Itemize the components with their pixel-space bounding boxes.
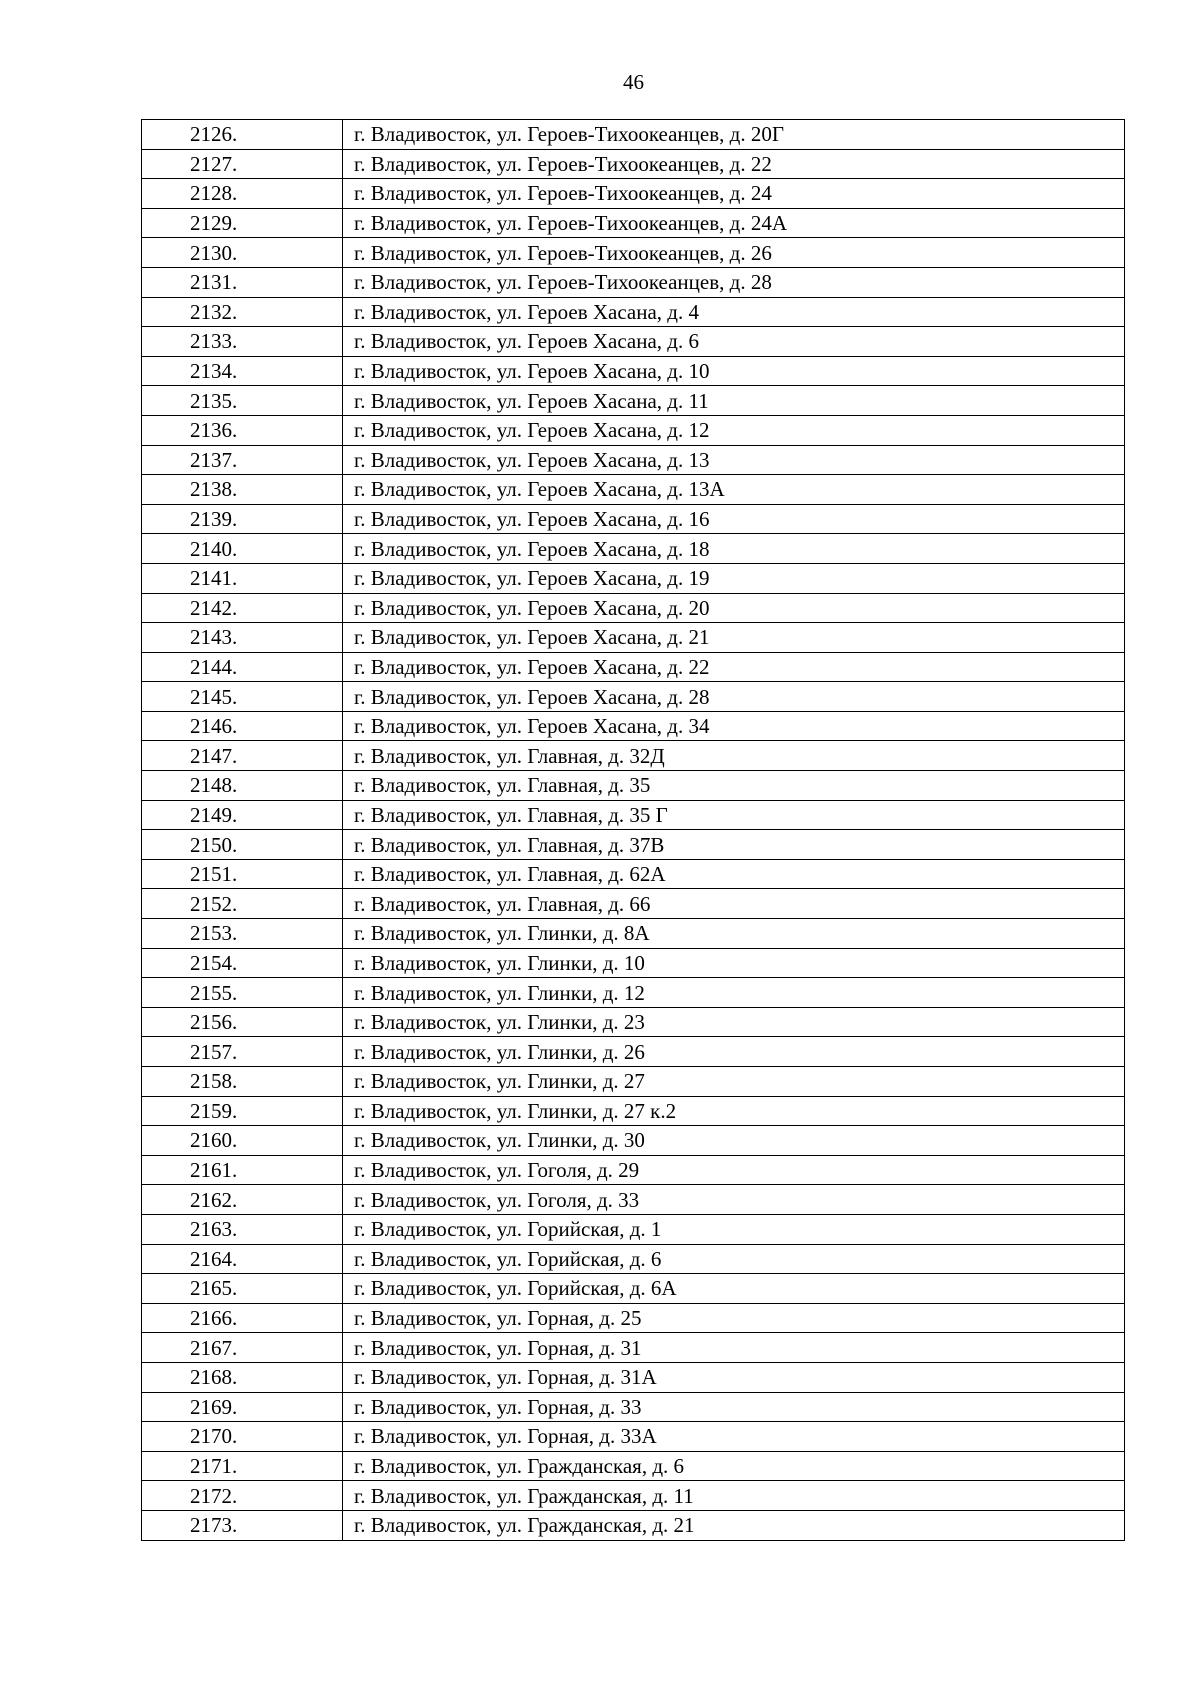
table-row bbox=[142, 238, 1125, 268]
address-cell: г. Владивосток, ул. Глинки, д. 10 bbox=[343, 948, 1125, 978]
row-number-cell: 2166. bbox=[142, 1303, 343, 1333]
row-number-cell: 2161. bbox=[142, 1155, 343, 1185]
address-cell: г. Владивосток, ул. Главная, д. 62А bbox=[343, 859, 1125, 889]
row-number-cell: 2171. bbox=[142, 1451, 343, 1481]
row-number-cell: 2146. bbox=[142, 711, 343, 741]
table-row bbox=[142, 415, 1125, 445]
address-cell: г. Владивосток, ул. Героев Хасана, д. 13А bbox=[343, 475, 1125, 505]
table-row bbox=[142, 830, 1125, 860]
address-cell: г. Владивосток, ул. Глинки, д. 8А bbox=[343, 919, 1125, 949]
row-number-cell: 2154. bbox=[142, 948, 343, 978]
address-cell: г. Владивосток, ул. Героев-Тихоокеанцев, д. 26 bbox=[343, 238, 1125, 268]
address-cell: г. Владивосток, ул. Горная, д. 25 bbox=[343, 1303, 1125, 1333]
address-cell: г. Владивосток, ул. Горная, д. 33А bbox=[343, 1422, 1125, 1452]
table-row bbox=[142, 297, 1125, 327]
row-number-cell: 2136. bbox=[142, 415, 343, 445]
address-cell: г. Владивосток, ул. Главная, д. 35 Г bbox=[343, 800, 1125, 830]
row-number-cell: 2167. bbox=[142, 1333, 343, 1363]
row-number-cell: 2150. bbox=[142, 830, 343, 860]
row-number-cell: 2157. bbox=[142, 1037, 343, 1067]
address-cell: г. Владивосток, ул. Горийская, д. 1 bbox=[343, 1214, 1125, 1244]
address-cell: г. Владивосток, ул. Глинки, д. 27 к.2 bbox=[343, 1096, 1125, 1126]
table-row bbox=[142, 149, 1125, 179]
table-row bbox=[142, 386, 1125, 416]
table-row bbox=[142, 1096, 1125, 1126]
table-row bbox=[142, 711, 1125, 741]
row-number-cell: 2164. bbox=[142, 1244, 343, 1274]
address-cell: г. Владивосток, ул. Героев-Тихоокеанцев, д. 24 bbox=[343, 179, 1125, 209]
row-number-cell: 2139. bbox=[142, 504, 343, 534]
table-row bbox=[142, 741, 1125, 771]
address-cell: г. Владивосток, ул. Гражданская, д. 21 bbox=[343, 1510, 1125, 1540]
row-number-cell: 2141. bbox=[142, 563, 343, 593]
row-number-cell: 2172. bbox=[142, 1481, 343, 1511]
table-row bbox=[142, 889, 1125, 919]
row-number-cell: 2165. bbox=[142, 1274, 343, 1304]
address-cell: г. Владивосток, ул. Героев Хасана, д. 28 bbox=[343, 682, 1125, 712]
address-cell: г. Владивосток, ул. Героев Хасана, д. 6 bbox=[343, 327, 1125, 357]
table-row bbox=[142, 1067, 1125, 1097]
row-number-cell: 2158. bbox=[142, 1067, 343, 1097]
address-cell: г. Владивосток, ул. Героев Хасана, д. 12 bbox=[343, 415, 1125, 445]
address-table-body bbox=[142, 120, 1125, 1541]
address-cell: г. Владивосток, ул. Глинки, д. 26 bbox=[343, 1037, 1125, 1067]
table-row bbox=[142, 1037, 1125, 1067]
table-row bbox=[142, 120, 1125, 150]
table-row bbox=[142, 327, 1125, 357]
address-cell: г. Владивосток, ул. Главная, д. 32Д bbox=[343, 741, 1125, 771]
table-row bbox=[142, 919, 1125, 949]
row-number-cell: 2144. bbox=[142, 652, 343, 682]
address-cell: г. Владивосток, ул. Героев Хасана, д. 34 bbox=[343, 711, 1125, 741]
row-number-cell: 2169. bbox=[142, 1392, 343, 1422]
table-row bbox=[142, 978, 1125, 1008]
address-cell: г. Владивосток, ул. Гражданская, д. 6 bbox=[343, 1451, 1125, 1481]
row-number-cell: 2138. bbox=[142, 475, 343, 505]
address-cell: г. Владивосток, ул. Гоголя, д. 33 bbox=[343, 1185, 1125, 1215]
row-number-cell: 2162. bbox=[142, 1185, 343, 1215]
row-number-cell: 2160. bbox=[142, 1126, 343, 1156]
address-cell: г. Владивосток, ул. Глинки, д. 23 bbox=[343, 1007, 1125, 1037]
table-row bbox=[142, 1392, 1125, 1422]
table-row bbox=[142, 1274, 1125, 1304]
row-number-cell: 2130. bbox=[142, 238, 343, 268]
address-cell: г. Владивосток, ул. Глинки, д. 27 bbox=[343, 1067, 1125, 1097]
address-cell: г. Владивосток, ул. Глинки, д. 30 bbox=[343, 1126, 1125, 1156]
table-row bbox=[142, 475, 1125, 505]
table-row bbox=[142, 1126, 1125, 1156]
table-row bbox=[142, 1244, 1125, 1274]
table-row bbox=[142, 1007, 1125, 1037]
row-number-cell: 2159. bbox=[142, 1096, 343, 1126]
row-number-cell: 2168. bbox=[142, 1362, 343, 1392]
row-number-cell: 2134. bbox=[142, 356, 343, 386]
row-number-cell: 2152. bbox=[142, 889, 343, 919]
address-cell: г. Владивосток, ул. Героев Хасана, д. 21 bbox=[343, 623, 1125, 653]
table-row bbox=[142, 179, 1125, 209]
table-row bbox=[142, 948, 1125, 978]
address-cell: г. Владивосток, ул. Гоголя, д. 29 bbox=[343, 1155, 1125, 1185]
table-row bbox=[142, 771, 1125, 801]
address-cell: г. Владивосток, ул. Горная, д. 33 bbox=[343, 1392, 1125, 1422]
table-row bbox=[142, 356, 1125, 386]
table-row bbox=[142, 208, 1125, 238]
row-number-cell: 2135. bbox=[142, 386, 343, 416]
address-cell: г. Владивосток, ул. Героев-Тихоокеанцев, д. 28 bbox=[343, 267, 1125, 297]
table-row bbox=[142, 1155, 1125, 1185]
address-cell: г. Владивосток, ул. Глинки, д. 12 bbox=[343, 978, 1125, 1008]
row-number-cell: 2131. bbox=[142, 267, 343, 297]
address-cell: г. Владивосток, ул. Героев Хасана, д. 22 bbox=[343, 652, 1125, 682]
row-number-cell: 2140. bbox=[142, 534, 343, 564]
table-row bbox=[142, 859, 1125, 889]
page-number: 46 bbox=[623, 70, 644, 94]
address-cell: г. Владивосток, ул. Героев Хасана, д. 11 bbox=[343, 386, 1125, 416]
address-cell: г. Владивосток, ул. Героев-Тихоокеанцев, д. 24А bbox=[343, 208, 1125, 238]
table-row bbox=[142, 563, 1125, 593]
row-number-cell: 2156. bbox=[142, 1007, 343, 1037]
table-row bbox=[142, 1303, 1125, 1333]
table-row bbox=[142, 267, 1125, 297]
address-cell: г. Владивосток, ул. Героев-Тихоокеанцев, д. 22 bbox=[343, 149, 1125, 179]
address-cell: г. Владивосток, ул. Главная, д. 37В bbox=[343, 830, 1125, 860]
row-number-cell: 2132. bbox=[142, 297, 343, 327]
table-row bbox=[142, 1451, 1125, 1481]
address-cell: г. Владивосток, ул. Горийская, д. 6А bbox=[343, 1274, 1125, 1304]
table-row bbox=[142, 534, 1125, 564]
row-number-cell: 2143. bbox=[142, 623, 343, 653]
table-row bbox=[142, 1510, 1125, 1540]
address-cell: г. Владивосток, ул. Главная, д. 35 bbox=[343, 771, 1125, 801]
address-cell: г. Владивосток, ул. Героев Хасана, д. 16 bbox=[343, 504, 1125, 534]
row-number-cell: 2149. bbox=[142, 800, 343, 830]
table-row bbox=[142, 652, 1125, 682]
address-cell: г. Владивосток, ул. Героев Хасана, д. 20 bbox=[343, 593, 1125, 623]
address-cell: г. Владивосток, ул. Героев Хасана, д. 4 bbox=[343, 297, 1125, 327]
address-cell: г. Владивосток, ул. Героев-Тихоокеанцев, д. 20Г bbox=[343, 120, 1125, 150]
row-number-cell: 2170. bbox=[142, 1422, 343, 1452]
table-row bbox=[142, 1481, 1125, 1511]
row-number-cell: 2126. bbox=[142, 120, 343, 150]
table-row bbox=[142, 1422, 1125, 1452]
address-cell: г. Владивосток, ул. Героев Хасана, д. 13 bbox=[343, 445, 1125, 475]
table-row bbox=[142, 1362, 1125, 1392]
address-table bbox=[141, 119, 1125, 1541]
address-cell: г. Владивосток, ул. Героев Хасана, д. 18 bbox=[343, 534, 1125, 564]
table-row bbox=[142, 1185, 1125, 1215]
table-row bbox=[142, 800, 1125, 830]
address-cell: г. Владивосток, ул. Героев Хасана, д. 10 bbox=[343, 356, 1125, 386]
address-cell: г. Владивосток, ул. Героев Хасана, д. 19 bbox=[343, 563, 1125, 593]
row-number-cell: 2128. bbox=[142, 179, 343, 209]
row-number-cell: 2133. bbox=[142, 327, 343, 357]
address-cell: г. Владивосток, ул. Горийская, д. 6 bbox=[343, 1244, 1125, 1274]
table-row bbox=[142, 445, 1125, 475]
row-number-cell: 2148. bbox=[142, 771, 343, 801]
address-cell: г. Владивосток, ул. Горная, д. 31А bbox=[343, 1362, 1125, 1392]
row-number-cell: 2163. bbox=[142, 1214, 343, 1244]
table-row bbox=[142, 623, 1125, 653]
row-number-cell: 2147. bbox=[142, 741, 343, 771]
address-cell: г. Владивосток, ул. Главная, д. 66 bbox=[343, 889, 1125, 919]
table-row bbox=[142, 593, 1125, 623]
row-number-cell: 2142. bbox=[142, 593, 343, 623]
row-number-cell: 2153. bbox=[142, 919, 343, 949]
table-row bbox=[142, 504, 1125, 534]
table-row bbox=[142, 682, 1125, 712]
row-number-cell: 2145. bbox=[142, 682, 343, 712]
address-cell: г. Владивосток, ул. Горная, д. 31 bbox=[343, 1333, 1125, 1363]
table-row bbox=[142, 1333, 1125, 1363]
table-row bbox=[142, 1214, 1125, 1244]
row-number-cell: 2173. bbox=[142, 1510, 343, 1540]
row-number-cell: 2127. bbox=[142, 149, 343, 179]
row-number-cell: 2155. bbox=[142, 978, 343, 1008]
row-number-cell: 2129. bbox=[142, 208, 343, 238]
row-number-cell: 2151. bbox=[142, 859, 343, 889]
address-cell: г. Владивосток, ул. Гражданская, д. 11 bbox=[343, 1481, 1125, 1511]
row-number-cell: 2137. bbox=[142, 445, 343, 475]
